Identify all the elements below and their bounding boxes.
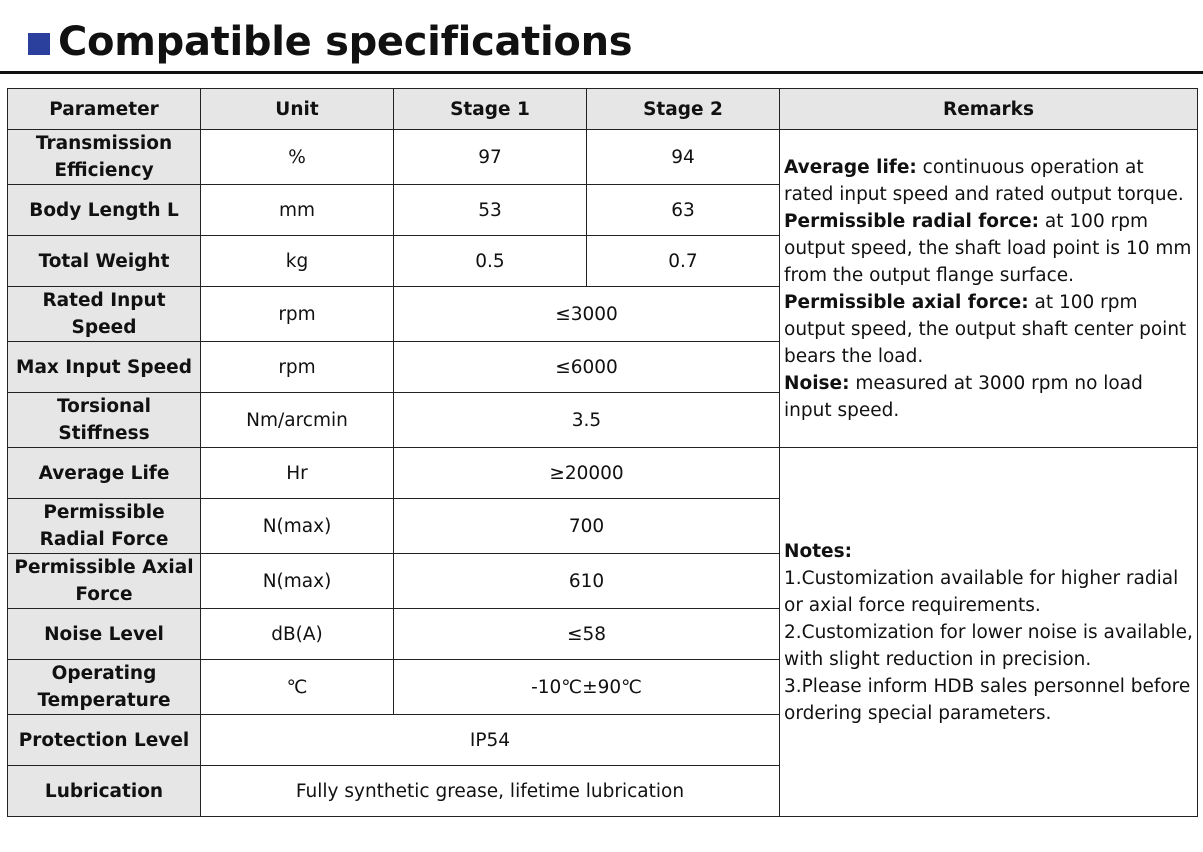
param-cell: Body Length L — [8, 185, 201, 236]
param-cell: Permissible Radial Force — [8, 499, 201, 554]
header-unit: Unit — [201, 89, 394, 130]
unit-cell: ℃ — [201, 660, 394, 715]
param-cell: Permissible Axial Force — [8, 554, 201, 609]
param-cell: Rated Input Speed — [8, 287, 201, 342]
page-header — [0, 0, 1203, 75]
table-row — [8, 448, 1198, 499]
param-cell: Transmission Efficiency — [8, 130, 201, 185]
unit-cell: mm — [201, 185, 394, 236]
remarks-definitions — [780, 130, 1198, 448]
param-cell: Lubrication — [8, 766, 201, 817]
value-cell: 610 — [394, 554, 780, 609]
unit-cell: rpm — [201, 342, 394, 393]
remark-noise: Noise: measured at 3000 rpm no load input speed. — [784, 372, 1143, 421]
stage1-cell: 53 — [394, 185, 587, 236]
unit-cell: kg — [201, 236, 394, 287]
value-cell: -10℃±90℃ — [394, 660, 780, 715]
value-cell: Fully synthetic grease, lifetime lubrication — [201, 766, 780, 817]
remark-average-life: Average life: continuous operation at rated input speed and rated output torque. — [784, 156, 1184, 205]
unit-cell: rpm — [201, 287, 394, 342]
param-cell: Max Input Speed — [8, 342, 201, 393]
header-stage-1: Stage 1 — [394, 89, 587, 130]
note-item: 2.Customization for lower noise is available, with slight reduction in precision. — [784, 621, 1193, 670]
notes-heading: Notes: — [784, 540, 852, 562]
header-parameter: Parameter — [8, 89, 201, 130]
unit-cell: % — [201, 130, 394, 185]
header-divider — [0, 71, 1203, 74]
value-cell: ≤58 — [394, 609, 780, 660]
value-cell: ≤3000 — [394, 287, 780, 342]
remark-axial-force: Permissible axial force: at 100 rpm output speed, the output shaft center point bears the load. — [784, 291, 1187, 367]
param-cell: Noise Level — [8, 609, 201, 660]
value-cell: ≤6000 — [394, 342, 780, 393]
unit-cell: Nm/arcmin — [201, 393, 394, 448]
unit-cell: dB(A) — [201, 609, 394, 660]
header-remarks: Remarks — [780, 89, 1198, 130]
title-square-icon — [28, 33, 50, 55]
unit-cell: N(max) — [201, 499, 394, 554]
unit-cell: N(max) — [201, 554, 394, 609]
stage2-cell: 0.7 — [587, 236, 780, 287]
remarks-notes — [780, 448, 1198, 817]
note-item: 3.Please inform HDB sales personnel before ordering special parameters. — [784, 675, 1191, 724]
stage1-cell: 97 — [394, 130, 587, 185]
stage2-cell: 63 — [587, 185, 780, 236]
param-cell: Average Life — [8, 448, 201, 499]
param-cell: Operating Temperature — [8, 660, 201, 715]
specifications-table — [7, 88, 1198, 817]
param-cell: Total Weight — [8, 236, 201, 287]
page-title: Compatible specifications — [58, 19, 633, 65]
header-stage-2: Stage 2 — [587, 89, 780, 130]
param-cell: Torsional Stiffness — [8, 393, 201, 448]
note-item: 1.Customization available for higher radial or axial force requirements. — [784, 567, 1179, 616]
unit-cell: Hr — [201, 448, 394, 499]
value-cell: ≥20000 — [394, 448, 780, 499]
value-cell: 700 — [394, 499, 780, 554]
stage2-cell: 94 — [587, 130, 780, 185]
value-cell: IP54 — [201, 715, 780, 766]
table-header-row — [8, 89, 1198, 130]
value-cell: 3.5 — [394, 393, 780, 448]
remark-radial-force: Permissible radial force: at 100 rpm output speed, the shaft load point is 10 mm from the output flange surface. — [784, 210, 1192, 286]
param-cell: Protection Level — [8, 715, 201, 766]
stage1-cell: 0.5 — [394, 236, 587, 287]
table-row — [8, 130, 1198, 185]
